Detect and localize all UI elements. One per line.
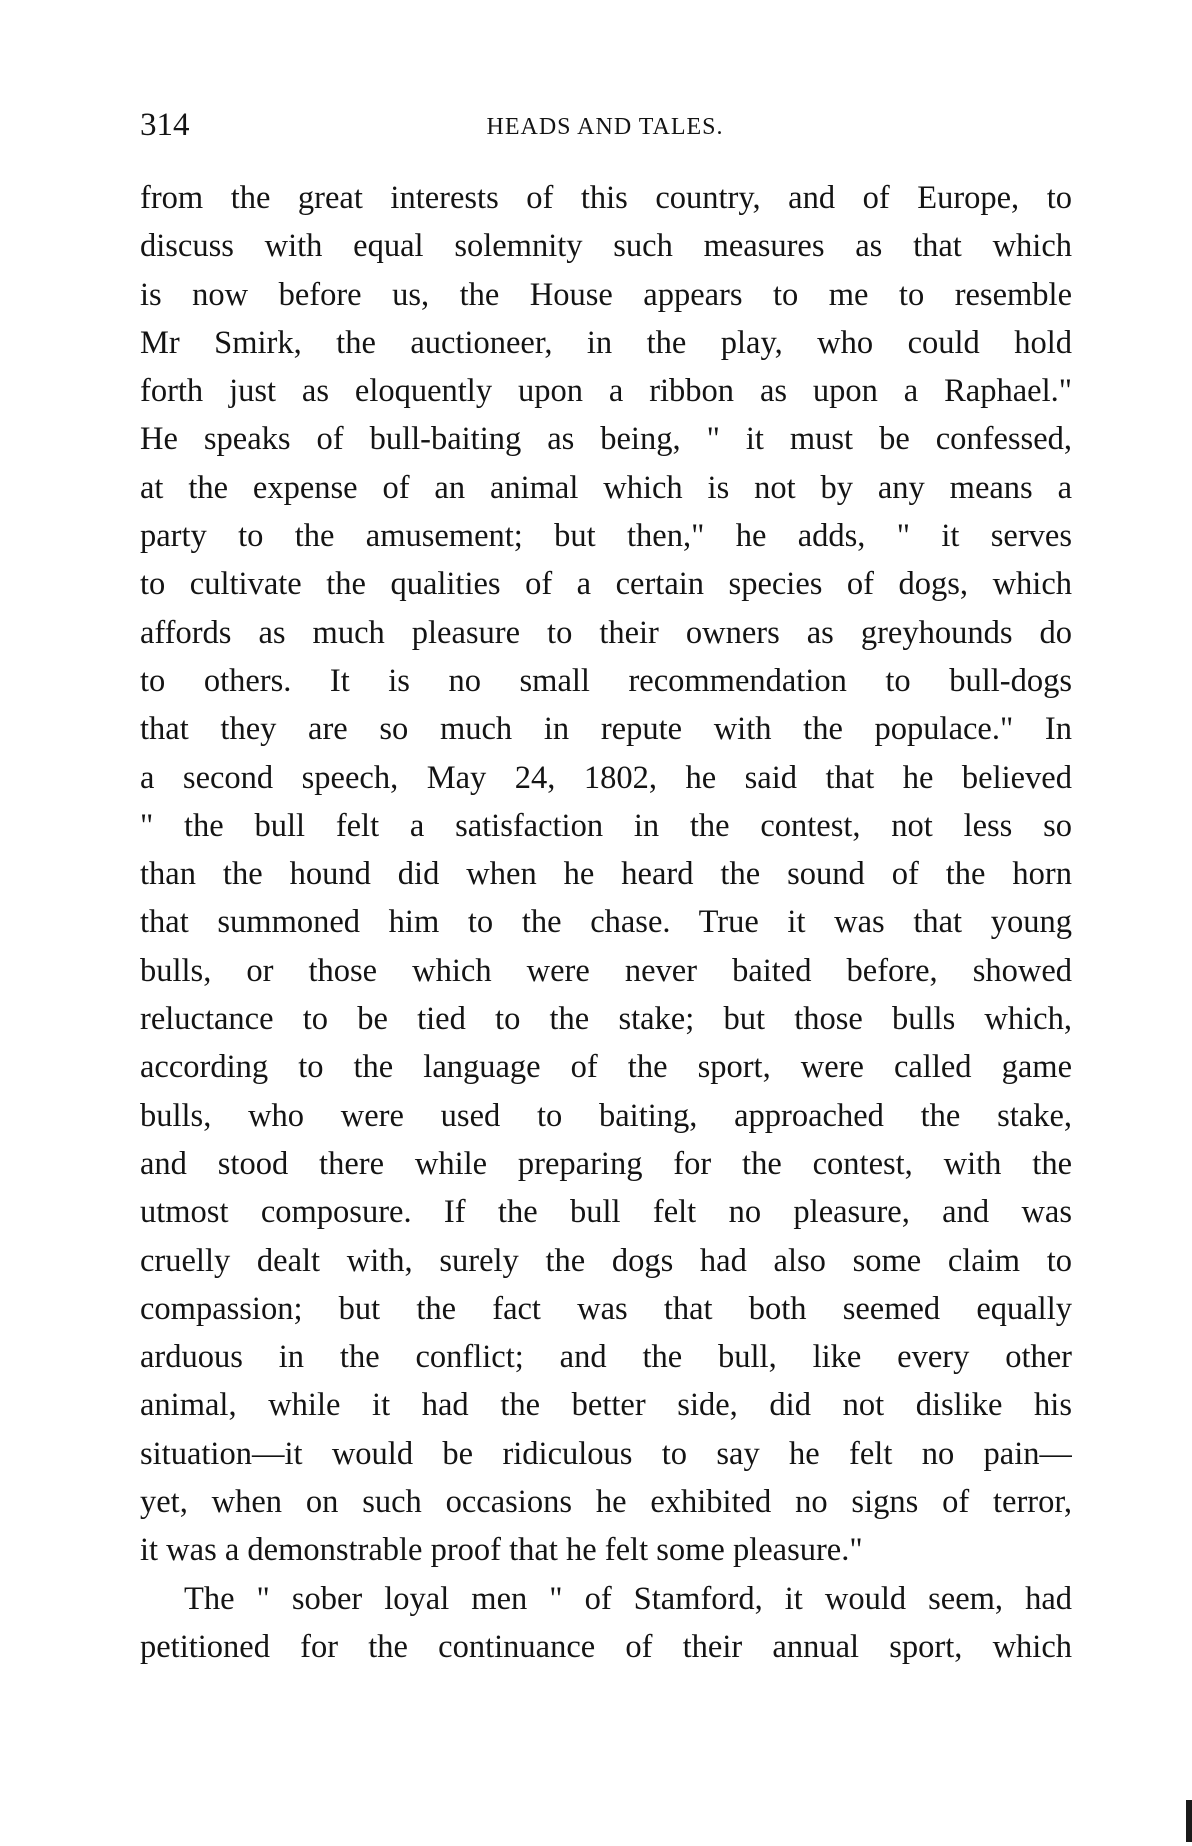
text-line: cruelly dealt with, surely the dogs had also some claim to <box>140 1242 1072 1279</box>
text-line: than the hound did when he heard the sound of the horn <box>140 856 1072 893</box>
page-number: 314 <box>140 107 190 143</box>
text-line: utmost composure. If the bull felt no pleasure, and was <box>140 1194 1072 1231</box>
text-line: He speaks of bull-baiting as being, " it must be confessed, <box>140 421 1072 458</box>
text-line: situation—it would be ridiculous to say he felt no pain— <box>140 1435 1072 1472</box>
text-line: affords as much pleasure to their owners as greyhounds do <box>140 614 1072 651</box>
running-head <box>140 100 1070 150</box>
text-line: discuss with equal solemnity such measures as that which <box>140 228 1072 265</box>
text-line: The " sober loyal men " of Stamford, it would seem, had <box>184 1580 1072 1617</box>
text-line: arduous in the conflict; and the bull, like every other <box>140 1339 1072 1376</box>
text-line: animal, while it had the better side, did not dislike his <box>140 1387 1072 1424</box>
page-edge-mark <box>1186 1800 1192 1842</box>
text-line: according to the language of the sport, were called game <box>140 1049 1072 1086</box>
text-line: a second speech, May 24, 1802, he said that he believed <box>140 759 1072 796</box>
text-line: compassion; but the fact was that both seemed equally <box>140 1290 1072 1327</box>
text-line: to others. It is no small recommendation to bull-dogs <box>140 662 1072 699</box>
text-line: that they are so much in repute with the populace." In <box>140 711 1072 748</box>
text-line: from the great interests of this country, and of Europe, to <box>140 180 1072 216</box>
text-line: yet, when on such occasions he exhibited no signs of terror, <box>140 1484 1072 1521</box>
text-line: and stood there while preparing for the contest, with the <box>140 1145 1072 1182</box>
text-line: at the expense of an animal which is not by any means a <box>140 469 1072 506</box>
text-line: " the bull felt a satisfaction in the contest, not less so <box>140 807 1072 844</box>
text-line: Mr Smirk, the auctioneer, in the play, who could hold <box>140 324 1072 361</box>
text-line: bulls, or those which were never baited before, showed <box>140 952 1072 989</box>
text-line: is now before us, the House appears to me to resemble <box>140 276 1072 313</box>
text-line: petitioned for the continuance of their annual sport, which <box>140 1628 1072 1665</box>
text-line: to cultivate the qualities of a certain species of dogs, which <box>140 566 1072 603</box>
text-line: it was a demonstrable proof that he felt some pleasure." <box>140 1532 863 1569</box>
running-title: HEADS AND TALES. <box>486 114 724 140</box>
body-text <box>140 174 1072 1671</box>
text-line: bulls, who were used to baiting, approached the stake, <box>140 1097 1072 1134</box>
text-line: reluctance to be tied to the stake; but those bulls which, <box>140 1001 1072 1038</box>
text-line: that summoned him to the chase. True it was that young <box>140 904 1072 941</box>
text-line: forth just as eloquently upon a ribbon as upon a Raphael." <box>140 373 1072 410</box>
text-line: party to the amusement; but then," he adds, " it serves <box>140 518 1072 555</box>
